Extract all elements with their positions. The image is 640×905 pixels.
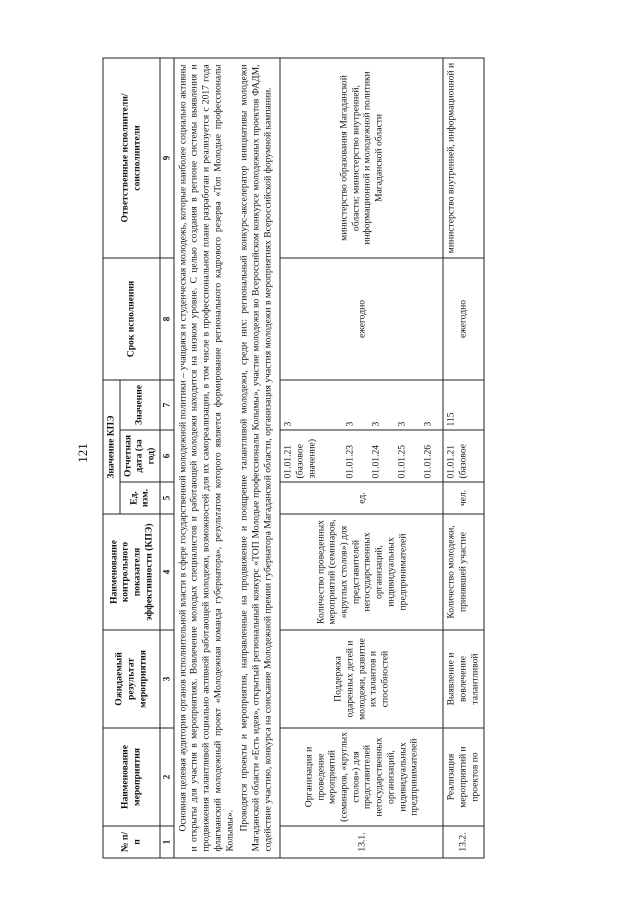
- unit: ед.: [280, 482, 443, 514]
- header-num: № п/п: [103, 826, 160, 858]
- rotated-page: [103, 59, 538, 859]
- column-number: 8: [160, 258, 174, 380]
- report-date: 01.01.24: [370, 444, 382, 479]
- kpi-value: 3: [370, 421, 382, 427]
- unit: чел.: [443, 482, 483, 514]
- column-number: 3: [160, 630, 174, 728]
- header-date: Отчетная дата (за год): [120, 430, 160, 482]
- kpi-values: [280, 380, 443, 430]
- header-kpi-value: Значение КПЭ: [103, 380, 120, 514]
- kpi-value: 115: [443, 380, 483, 430]
- row-number: 13.2.: [443, 826, 483, 858]
- intro-paragraph: Проводятся проекты и мероприятия, направленные на продвижение и поощрение талантливой молодежи, среди них: региональный конкурс-акселератор инициативы молодежи Магаданской области «Есть идея», открытый региональный конкурс «ТОП Молодые профессионалы Колымы», участие молодежи во Всероссийском конкурсе молодежных проектов ФАДМ, содействие участию, конкурса на соискание Молодежной премии губернатора Магаданской области, организация участия молодежи в мероприятиях Всероссийской форумной кампании.: [238, 64, 274, 852]
- table-row: [443, 58, 483, 858]
- expected-result: Поддержка одаренных детей и молодежи, развитие их талантов и способностей: [280, 630, 443, 728]
- activities-table: [103, 58, 485, 859]
- expected-result: Выявление и вовлечение талантливой: [443, 630, 483, 728]
- report-date: 01.01.23: [344, 444, 356, 479]
- intro-text: [174, 58, 281, 858]
- report-dates: [280, 430, 443, 482]
- term: ежегодно: [280, 258, 443, 380]
- column-number: 7: [160, 380, 174, 430]
- header-unit: Ед. изм.: [120, 482, 160, 514]
- column-numbers-row: [160, 58, 174, 858]
- column-number: 1: [160, 826, 174, 858]
- report-date: 01.01.21 (базовое: [443, 430, 483, 482]
- row-number: 13.1.: [280, 826, 443, 858]
- intro-paragraph: Основная целевая аудитория органов исполнительной власти в сфере государственной молодежной политики – учащаяся и студенческая молодежь, которые наиболее социально активны и открыты для участия в мероприятиях. Вовлечение молодых специалистов и работающей молодежи находится на низком уровне. С целью создания в регионе системы выявления и продвижения талантливой социально активной работающей молодежи, возможностей для их самореализации, в том числе в профессиональном плане разработан и реализуется с 2017 года флагманский молодежный проект «Молодежная команда губернатора», результатом которого является формирование регионального кадрового резерва «Топ Молодые профессионалы Колымы».: [177, 64, 236, 852]
- column-number: 9: [160, 58, 174, 258]
- header-value: Значение: [120, 380, 160, 430]
- activity-name: Организация и проведение мероприятий (семинаров, «круглых столов») для представителей негосударственных организаций, индивидуальных предпринимателей: [280, 728, 443, 826]
- kpi-value: 3: [344, 421, 356, 427]
- report-date: 01.01.26: [422, 444, 434, 479]
- responsible: министерство внутренней, информационной и: [443, 58, 483, 258]
- header-kpi: Наименование контрольного показателя эффективности (КПЭ): [103, 514, 160, 630]
- kpi-value: 3: [282, 421, 294, 427]
- report-date: 01.01.21 (базовое значение): [282, 438, 318, 479]
- intro-row: [174, 58, 281, 858]
- kpi-name: Количество молодежи, принявшей участие: [443, 514, 483, 630]
- header-row: [103, 58, 120, 858]
- kpi-value: 3: [422, 421, 434, 427]
- header-result: Ожидаемый результат мероприятия: [103, 630, 160, 728]
- kpi-name: Количество проведенных мероприятий (семинаров, «круглых столов») для представителей негосударственных организаций, индивидуальных предпринимателей: [280, 514, 443, 630]
- header-term: Срок исполнения: [103, 258, 160, 380]
- term: ежегодно: [443, 258, 483, 380]
- column-number: 2: [160, 728, 174, 826]
- responsible: министерство образования Магаданской области; министерство внутренней, информационной и молодежной политики Магаданской области: [280, 58, 443, 258]
- activity-name: Реализация мероприятий и проектов по: [443, 728, 483, 826]
- report-date: 01.01.25: [396, 444, 408, 479]
- table-row: [280, 58, 443, 858]
- column-number: 4: [160, 514, 174, 630]
- header-responsible: Ответственные исполнители/ соисполнители: [103, 58, 160, 258]
- page-number: 121: [75, 443, 90, 463]
- column-number: 6: [160, 430, 174, 482]
- column-number: 5: [160, 482, 174, 514]
- header-name: Наименование мероприятия: [103, 728, 160, 826]
- kpi-value: 3: [396, 421, 408, 427]
